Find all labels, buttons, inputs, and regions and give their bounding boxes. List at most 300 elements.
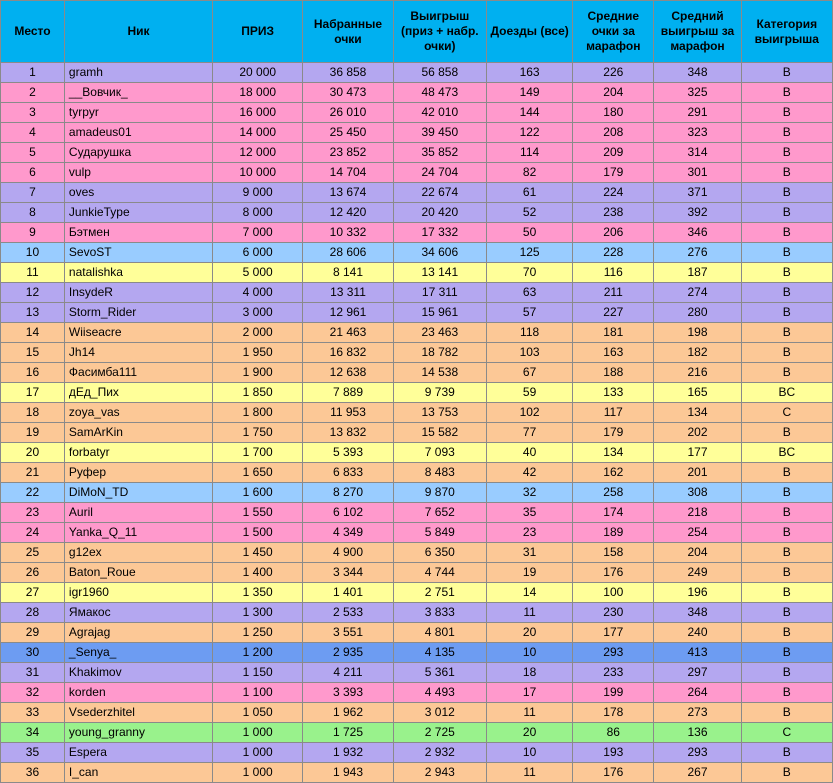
header-place[interactable]: Место (1, 1, 65, 63)
avg-points-cell: 176 (573, 563, 654, 583)
points-cell: 1 932 (303, 743, 393, 763)
prize-cell: 8 000 (213, 203, 303, 223)
place-cell: 25 (1, 543, 65, 563)
avg-points-cell: 189 (573, 523, 654, 543)
finishes-cell: 17 (486, 683, 572, 703)
table-row (1, 663, 833, 683)
points-cell: 8 141 (303, 263, 393, 283)
category-cell: B (741, 223, 832, 243)
table-row (1, 423, 833, 443)
points-cell: 2 935 (303, 643, 393, 663)
place-cell: 31 (1, 663, 65, 683)
place-cell: 34 (1, 723, 65, 743)
winnings-cell: 3 833 (393, 603, 486, 623)
points-cell: 28 606 (303, 243, 393, 263)
nick-cell: Ямакос (64, 603, 212, 623)
category-cell: B (741, 363, 832, 383)
avg-points-cell: 226 (573, 63, 654, 83)
avg-winnings-cell: 291 (654, 103, 741, 123)
prize-cell: 4 000 (213, 283, 303, 303)
winnings-cell: 4 493 (393, 683, 486, 703)
finishes-cell: 57 (486, 303, 572, 323)
nick-cell: amadeus01 (64, 123, 212, 143)
avg-winnings-cell: 276 (654, 243, 741, 263)
winnings-cell: 2 943 (393, 763, 486, 783)
winnings-cell: 15 961 (393, 303, 486, 323)
finishes-cell: 31 (486, 543, 572, 563)
avg-points-cell: 228 (573, 243, 654, 263)
points-cell: 25 450 (303, 123, 393, 143)
table-row (1, 523, 833, 543)
prize-cell: 1 550 (213, 503, 303, 523)
nick-cell: natalishka (64, 263, 212, 283)
winnings-cell: 39 450 (393, 123, 486, 143)
nick-cell: Фасимба111 (64, 363, 212, 383)
winnings-cell: 8 483 (393, 463, 486, 483)
place-cell: 32 (1, 683, 65, 703)
table-row (1, 303, 833, 323)
winnings-cell: 24 704 (393, 163, 486, 183)
winnings-cell: 48 473 (393, 83, 486, 103)
prize-cell: 1 650 (213, 463, 303, 483)
header-avg-points[interactable]: Средние очки за марафон (573, 1, 654, 63)
place-cell: 21 (1, 463, 65, 483)
points-cell: 13 311 (303, 283, 393, 303)
category-cell: C (741, 403, 832, 423)
place-cell: 17 (1, 383, 65, 403)
finishes-cell: 114 (486, 143, 572, 163)
table-row (1, 83, 833, 103)
prize-cell: 18 000 (213, 83, 303, 103)
winnings-cell: 23 463 (393, 323, 486, 343)
avg-winnings-cell: 177 (654, 443, 741, 463)
table-row (1, 543, 833, 563)
avg-winnings-cell: 254 (654, 523, 741, 543)
table-row (1, 63, 833, 83)
category-cell: B (741, 163, 832, 183)
table-row (1, 503, 833, 523)
place-cell: 3 (1, 103, 65, 123)
winnings-cell: 5 361 (393, 663, 486, 683)
winnings-cell: 17 332 (393, 223, 486, 243)
table-row (1, 683, 833, 703)
points-cell: 8 270 (303, 483, 393, 503)
avg-winnings-cell: 216 (654, 363, 741, 383)
nick-cell: Vsederzhitel (64, 703, 212, 723)
finishes-cell: 18 (486, 663, 572, 683)
finishes-cell: 50 (486, 223, 572, 243)
avg-points-cell: 117 (573, 403, 654, 423)
category-cell: B (741, 343, 832, 363)
avg-winnings-cell: 198 (654, 323, 741, 343)
avg-winnings-cell: 346 (654, 223, 741, 243)
category-cell: B (741, 183, 832, 203)
winnings-cell: 3 012 (393, 703, 486, 723)
category-cell: B (741, 263, 832, 283)
avg-winnings-cell: 165 (654, 383, 741, 403)
avg-winnings-cell: 136 (654, 723, 741, 743)
points-cell: 12 638 (303, 363, 393, 383)
finishes-cell: 32 (486, 483, 572, 503)
finishes-cell: 118 (486, 323, 572, 343)
table-row (1, 203, 833, 223)
finishes-cell: 163 (486, 63, 572, 83)
finishes-cell: 11 (486, 703, 572, 723)
winnings-cell: 5 849 (393, 523, 486, 543)
winnings-cell: 9 739 (393, 383, 486, 403)
winnings-cell: 42 010 (393, 103, 486, 123)
avg-winnings-cell: 371 (654, 183, 741, 203)
winnings-cell: 6 350 (393, 543, 486, 563)
place-cell: 36 (1, 763, 65, 783)
prize-cell: 16 000 (213, 103, 303, 123)
avg-winnings-cell: 134 (654, 403, 741, 423)
avg-points-cell: 134 (573, 443, 654, 463)
nick-cell: g12ex (64, 543, 212, 563)
winnings-cell: 4 801 (393, 623, 486, 643)
category-cell: B (741, 583, 832, 603)
category-cell: B (741, 563, 832, 583)
prize-cell: 1 500 (213, 523, 303, 543)
points-cell: 1 401 (303, 583, 393, 603)
nick-cell: zoya_vas (64, 403, 212, 423)
table-row (1, 183, 833, 203)
avg-points-cell: 293 (573, 643, 654, 663)
prize-cell: 1 750 (213, 423, 303, 443)
prize-cell: 7 000 (213, 223, 303, 243)
nick-cell: DiMoN_TD (64, 483, 212, 503)
points-cell: 4 349 (303, 523, 393, 543)
category-cell: B (741, 683, 832, 703)
table-body (1, 63, 833, 783)
place-cell: 29 (1, 623, 65, 643)
points-cell: 6 102 (303, 503, 393, 523)
place-cell: 19 (1, 423, 65, 443)
winnings-cell: 18 782 (393, 343, 486, 363)
table-row (1, 123, 833, 143)
category-cell: B (741, 763, 832, 783)
avg-points-cell: 193 (573, 743, 654, 763)
winnings-cell: 2 932 (393, 743, 486, 763)
winnings-cell: 14 538 (393, 363, 486, 383)
category-cell: B (741, 83, 832, 103)
finishes-cell: 11 (486, 763, 572, 783)
nick-cell: Руфер (64, 463, 212, 483)
table-row (1, 103, 833, 123)
winnings-cell: 13 753 (393, 403, 486, 423)
category-cell: B (741, 523, 832, 543)
prize-cell: 1 050 (213, 703, 303, 723)
finishes-cell: 70 (486, 263, 572, 283)
avg-winnings-cell: 201 (654, 463, 741, 483)
header-winnings[interactable]: Выигрыш (приз + набр. очки) (393, 1, 486, 63)
category-cell: B (741, 423, 832, 443)
points-cell: 11 953 (303, 403, 393, 423)
prize-cell: 1 300 (213, 603, 303, 623)
table-row (1, 323, 833, 343)
finishes-cell: 19 (486, 563, 572, 583)
prize-cell: 2 000 (213, 323, 303, 343)
category-cell: B (741, 303, 832, 323)
winnings-cell: 34 606 (393, 243, 486, 263)
table-row (1, 243, 833, 263)
points-cell: 13 832 (303, 423, 393, 443)
place-cell: 26 (1, 563, 65, 583)
avg-points-cell: 209 (573, 143, 654, 163)
table-row (1, 583, 833, 603)
table-row (1, 163, 833, 183)
prize-cell: 1 350 (213, 583, 303, 603)
place-cell: 14 (1, 323, 65, 343)
place-cell: 7 (1, 183, 65, 203)
finishes-cell: 59 (486, 383, 572, 403)
finishes-cell: 63 (486, 283, 572, 303)
prize-cell: 3 000 (213, 303, 303, 323)
avg-winnings-cell: 301 (654, 163, 741, 183)
prize-cell: 14 000 (213, 123, 303, 143)
points-cell: 36 858 (303, 63, 393, 83)
avg-winnings-cell: 240 (654, 623, 741, 643)
nick-cell: Бэтмен (64, 223, 212, 243)
nick-cell: Storm_Rider (64, 303, 212, 323)
finishes-cell: 82 (486, 163, 572, 183)
nick-cell: _Senya_ (64, 643, 212, 663)
avg-winnings-cell: 323 (654, 123, 741, 143)
points-cell: 1 962 (303, 703, 393, 723)
place-cell: 10 (1, 243, 65, 263)
points-cell: 3 344 (303, 563, 393, 583)
finishes-cell: 149 (486, 83, 572, 103)
avg-winnings-cell: 325 (654, 83, 741, 103)
avg-winnings-cell: 413 (654, 643, 741, 663)
category-cell: B (741, 603, 832, 623)
finishes-cell: 144 (486, 103, 572, 123)
points-cell: 26 010 (303, 103, 393, 123)
avg-winnings-cell: 218 (654, 503, 741, 523)
winnings-cell: 56 858 (393, 63, 486, 83)
avg-winnings-cell: 249 (654, 563, 741, 583)
nick-cell: Wiiseacre (64, 323, 212, 343)
avg-winnings-cell: 314 (654, 143, 741, 163)
avg-points-cell: 116 (573, 263, 654, 283)
points-cell: 12 961 (303, 303, 393, 323)
header-points[interactable]: Набранные очки (303, 1, 393, 63)
table-row (1, 763, 833, 783)
avg-points-cell: 86 (573, 723, 654, 743)
prize-cell: 12 000 (213, 143, 303, 163)
prize-cell: 1 000 (213, 763, 303, 783)
points-cell: 3 393 (303, 683, 393, 703)
nick-cell: tyrpyr (64, 103, 212, 123)
category-cell: BC (741, 443, 832, 463)
avg-points-cell: 230 (573, 603, 654, 623)
avg-points-cell: 100 (573, 583, 654, 603)
place-cell: 27 (1, 583, 65, 603)
avg-points-cell: 258 (573, 483, 654, 503)
points-cell: 1 943 (303, 763, 393, 783)
nick-cell: JunkieType (64, 203, 212, 223)
finishes-cell: 10 (486, 643, 572, 663)
points-cell: 2 533 (303, 603, 393, 623)
category-cell: B (741, 203, 832, 223)
nick-cell: InsydeR (64, 283, 212, 303)
nick-cell: igr1960 (64, 583, 212, 603)
nick-cell: Baton_Roue (64, 563, 212, 583)
category-cell: B (741, 143, 832, 163)
table-row (1, 603, 833, 623)
category-cell: B (741, 483, 832, 503)
avg-points-cell: 177 (573, 623, 654, 643)
nick-cell: young_granny (64, 723, 212, 743)
avg-points-cell: 211 (573, 283, 654, 303)
prize-cell: 1 100 (213, 683, 303, 703)
nick-cell: SevoST (64, 243, 212, 263)
winnings-cell: 4 744 (393, 563, 486, 583)
finishes-cell: 67 (486, 363, 572, 383)
place-cell: 33 (1, 703, 65, 723)
winnings-cell: 7 652 (393, 503, 486, 523)
winnings-cell: 22 674 (393, 183, 486, 203)
avg-points-cell: 206 (573, 223, 654, 243)
avg-points-cell: 158 (573, 543, 654, 563)
prize-cell: 1 850 (213, 383, 303, 403)
place-cell: 6 (1, 163, 65, 183)
avg-winnings-cell: 280 (654, 303, 741, 323)
place-cell: 1 (1, 63, 65, 83)
avg-winnings-cell: 202 (654, 423, 741, 443)
table-row (1, 563, 833, 583)
place-cell: 35 (1, 743, 65, 763)
prize-cell: 1 700 (213, 443, 303, 463)
place-cell: 12 (1, 283, 65, 303)
place-cell: 22 (1, 483, 65, 503)
winnings-cell: 20 420 (393, 203, 486, 223)
points-cell: 10 332 (303, 223, 393, 243)
place-cell: 24 (1, 523, 65, 543)
points-cell: 30 473 (303, 83, 393, 103)
nick-cell: Yanka_Q_11 (64, 523, 212, 543)
finishes-cell: 40 (486, 443, 572, 463)
header-nick[interactable]: Ник (64, 1, 212, 63)
prize-cell: 9 000 (213, 183, 303, 203)
header-avg-winnings[interactable]: Средний выигрыш за марафон (654, 1, 741, 63)
avg-points-cell: 224 (573, 183, 654, 203)
place-cell: 8 (1, 203, 65, 223)
table-row (1, 403, 833, 423)
table-row (1, 723, 833, 743)
finishes-cell: 77 (486, 423, 572, 443)
avg-points-cell: 238 (573, 203, 654, 223)
points-cell: 7 889 (303, 383, 393, 403)
prize-cell: 1 000 (213, 743, 303, 763)
winnings-cell: 9 870 (393, 483, 486, 503)
finishes-cell: 20 (486, 623, 572, 643)
avg-winnings-cell: 348 (654, 603, 741, 623)
avg-winnings-cell: 297 (654, 663, 741, 683)
header-prize[interactable]: ПРИЗ (213, 1, 303, 63)
nick-cell: дЕд_Пих (64, 383, 212, 403)
table-row (1, 483, 833, 503)
points-cell: 1 725 (303, 723, 393, 743)
table-row (1, 463, 833, 483)
prize-cell: 20 000 (213, 63, 303, 83)
category-cell: C (741, 723, 832, 743)
finishes-cell: 102 (486, 403, 572, 423)
prize-cell: 6 000 (213, 243, 303, 263)
finishes-cell: 35 (486, 503, 572, 523)
nick-cell: Espera (64, 743, 212, 763)
winnings-cell: 4 135 (393, 643, 486, 663)
avg-points-cell: 227 (573, 303, 654, 323)
points-cell: 3 551 (303, 623, 393, 643)
prize-cell: 1 600 (213, 483, 303, 503)
table-row (1, 383, 833, 403)
prize-cell: 1 900 (213, 363, 303, 383)
winnings-cell: 35 852 (393, 143, 486, 163)
nick-cell: korden (64, 683, 212, 703)
nick-cell: SamArKin (64, 423, 212, 443)
nick-cell: gramh (64, 63, 212, 83)
place-cell: 23 (1, 503, 65, 523)
place-cell: 30 (1, 643, 65, 663)
winnings-cell: 15 582 (393, 423, 486, 443)
nick-cell: Сударушка (64, 143, 212, 163)
place-cell: 9 (1, 223, 65, 243)
category-cell: B (741, 123, 832, 143)
category-cell: B (741, 323, 832, 343)
avg-points-cell: 204 (573, 83, 654, 103)
finishes-cell: 103 (486, 343, 572, 363)
avg-winnings-cell: 187 (654, 263, 741, 283)
avg-winnings-cell: 308 (654, 483, 741, 503)
header-finishes[interactable]: Доезды (все) (486, 1, 572, 63)
category-cell: BC (741, 383, 832, 403)
table-row (1, 743, 833, 763)
nick-cell: I_can (64, 763, 212, 783)
avg-points-cell: 233 (573, 663, 654, 683)
winnings-cell: 2 751 (393, 583, 486, 603)
finishes-cell: 23 (486, 523, 572, 543)
points-cell: 14 704 (303, 163, 393, 183)
category-cell: B (741, 543, 832, 563)
prize-cell: 10 000 (213, 163, 303, 183)
avg-points-cell: 162 (573, 463, 654, 483)
finishes-cell: 52 (486, 203, 572, 223)
prize-cell: 1 150 (213, 663, 303, 683)
finishes-cell: 42 (486, 463, 572, 483)
header-row (1, 1, 833, 63)
avg-points-cell: 179 (573, 423, 654, 443)
nick-cell: oves (64, 183, 212, 203)
avg-points-cell: 188 (573, 363, 654, 383)
prize-cell: 1 250 (213, 623, 303, 643)
points-cell: 4 211 (303, 663, 393, 683)
table-row (1, 283, 833, 303)
prize-cell: 1 800 (213, 403, 303, 423)
finishes-cell: 20 (486, 723, 572, 743)
header-category[interactable]: Категория выигрыша (741, 1, 832, 63)
table-row (1, 363, 833, 383)
place-cell: 15 (1, 343, 65, 363)
winnings-cell: 13 141 (393, 263, 486, 283)
category-cell: B (741, 643, 832, 663)
nick-cell: Agrajag (64, 623, 212, 643)
category-cell: B (741, 623, 832, 643)
points-cell: 23 852 (303, 143, 393, 163)
points-cell: 13 674 (303, 183, 393, 203)
place-cell: 11 (1, 263, 65, 283)
prize-cell: 1 200 (213, 643, 303, 663)
